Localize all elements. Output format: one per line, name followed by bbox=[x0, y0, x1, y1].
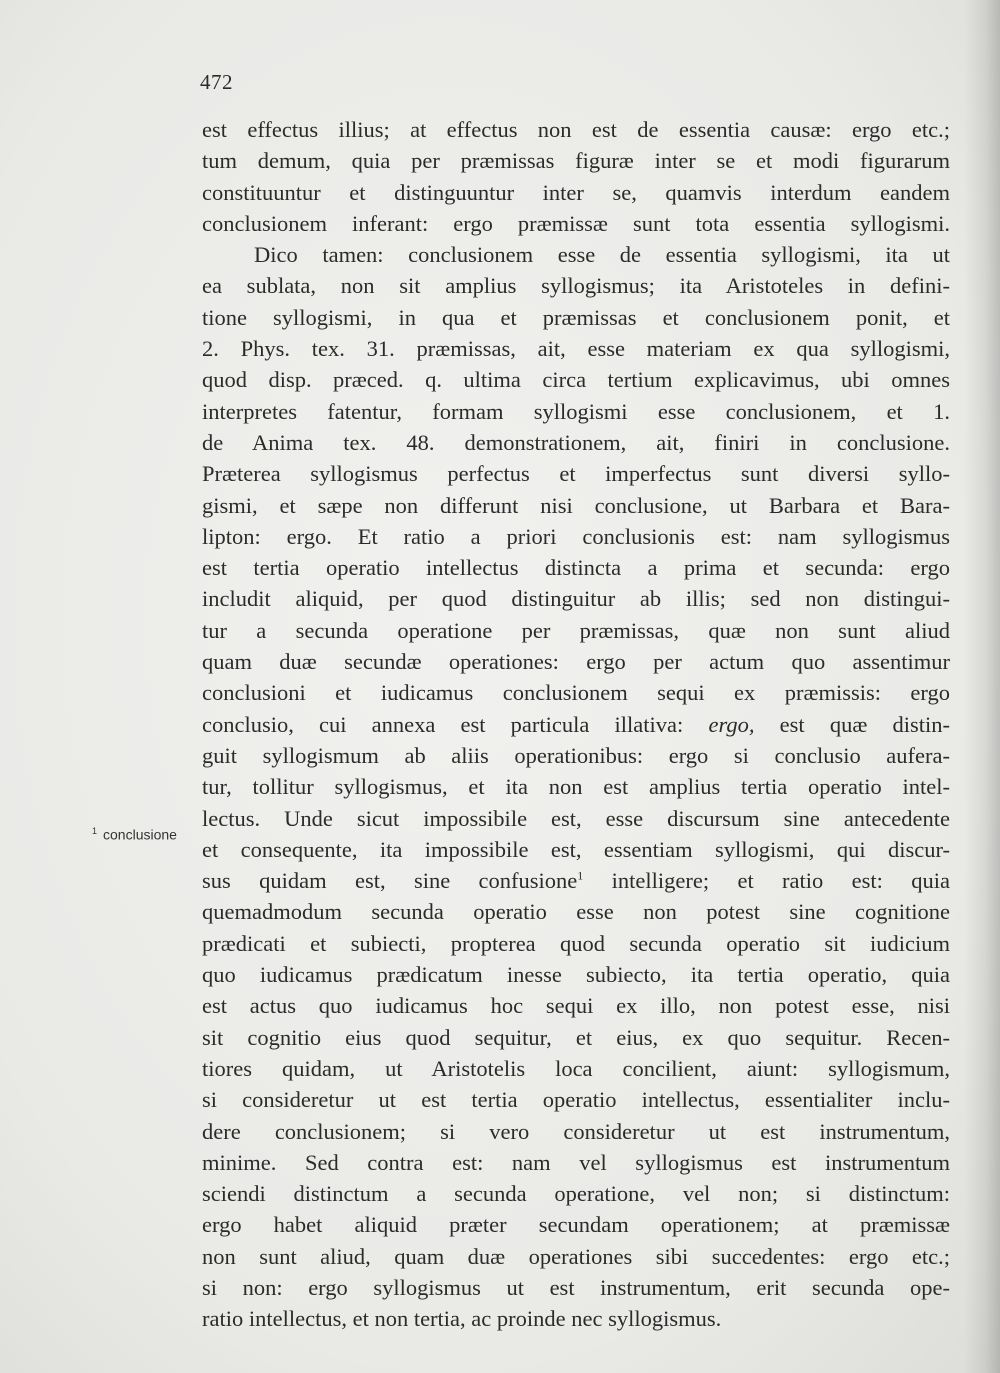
text-line: quo iudicamus prædicatum inesse subiecto, ita tertia operatio, quia bbox=[202, 962, 950, 988]
text-line-with-italic: conclusio, cui annexa est particula illativa: ergo, est quæ distin- bbox=[202, 711, 950, 737]
text-line: tum demum, quia per præmissas figuræ inter se et modi figurarum bbox=[202, 148, 950, 174]
text-line: constituuntur et distinguuntur inter se, quamvis interdum eandem bbox=[202, 179, 950, 205]
text-line: de Anima tex. 48. demonstrationem, ait, finiri in conclusione. bbox=[202, 429, 950, 455]
page-edge-shadow bbox=[964, 0, 1000, 1373]
text-line: et consequente, ita impossibile est, essentiam syllogismi, qui discur- bbox=[202, 836, 950, 862]
text-line: dere conclusionem; si vero consideretur ut est instrumentum, bbox=[202, 1118, 950, 1144]
text-line: quod disp. præced. q. ultima circa tertium explicavimus, ubi omnes bbox=[202, 367, 950, 393]
margin-footnote-text: conclusione bbox=[103, 826, 177, 843]
text-line: prædicati et subiecti, propterea quod secunda operatio sit iudicium bbox=[202, 930, 950, 956]
text-line: quemadmodum secunda operatio esse non potest sine cognitione bbox=[202, 899, 950, 925]
text-line: Præterea syllogismus perfectus et imperfectus sunt diversi syllo- bbox=[202, 461, 950, 487]
text-line: lipton: ergo. Et ratio a priori conclusionis est: nam syllogismus bbox=[202, 523, 950, 549]
text-line: Dico tamen: conclusionem esse de essentia syllogismi, ita ut bbox=[254, 242, 950, 268]
page-number: 472 bbox=[200, 70, 233, 94]
text-line: quam duæ secundæ operationes: ergo per actum quo assentimur bbox=[202, 649, 950, 675]
text-line: conclusionem inferant: ergo præmissæ sunt tota essentia syllogismi. bbox=[202, 210, 950, 236]
text-line: tione syllogismi, in qua et præmissas et conclusionem ponit, et bbox=[202, 304, 950, 330]
text-line: guit syllogismum ab aliis operationibus: ergo si conclusio aufera- bbox=[202, 742, 950, 768]
text-line: ea sublata, non sit amplius syllogismus; ita Aristoteles in defini- bbox=[202, 273, 950, 299]
text-line: gismi, et sæpe non differunt nisi conclusione, ut Barbara et Bara- bbox=[202, 492, 950, 518]
text-line: conclusioni et iudicamus conclusionem sequi ex præmissis: ergo bbox=[202, 680, 950, 706]
text-line-with-footnote: sus quidam est, sine confusione$^1$ intelligere; et ratio est: quia bbox=[202, 868, 950, 894]
text-line: est effectus illius; at effectus non est de essentia causæ: ergo etc.; bbox=[202, 117, 950, 142]
text-line: est tertia operatio intellectus distincta a prima et secunda: ergo bbox=[202, 555, 950, 581]
body-text bbox=[202, 114, 954, 1335]
text-line: lectus. Unde sicut impossibile est, esse discursum sine antecedente bbox=[202, 805, 950, 831]
margin-footnote bbox=[92, 826, 177, 843]
text-line: si non: ergo syllogismus ut est instrumentum, erit secunda ope- bbox=[202, 1274, 950, 1300]
text-line-last: ratio intellectus, et non tertia, ac proinde nec syllogismus. bbox=[202, 1306, 722, 1332]
text-line: tur, tollitur syllogismus, et ita non est amplius tertia operatio intel- bbox=[202, 774, 950, 800]
text-line: includit aliquid, per quod distinguitur ab illis; sed non distingui- bbox=[202, 586, 950, 612]
text-line: tiores quidam, ut Aristotelis loca concilient, aiunt: syllogismum, bbox=[202, 1055, 950, 1081]
text-line: minime. Sed contra est: nam vel syllogismus est instrumentum bbox=[202, 1149, 950, 1175]
text-line: sciendi distinctum a secunda operatione, vel non; si distinctum: bbox=[202, 1181, 950, 1207]
text-line: sit cognitio eius quod sequitur, et eius, ex quo sequitur. Recen- bbox=[202, 1024, 950, 1050]
text-line: tur a secunda operatione per præmissas, quæ non sunt aliud bbox=[202, 617, 950, 643]
margin-footnote-marker: 1 bbox=[92, 826, 98, 836]
footnote-marker: 1 bbox=[577, 868, 584, 883]
text-line: ergo habet aliquid præter secundam operationem; at præmissæ bbox=[202, 1212, 950, 1238]
text-line: non sunt aliud, quam duæ operationes sibi succedentes: ergo etc.; bbox=[202, 1243, 950, 1269]
text-line: interpretes fatentur, formam syllogismi esse conclusionem, et 1. bbox=[202, 398, 950, 424]
text-line: si consideretur ut est tertia operatio intellectus, essentialiter inclu- bbox=[202, 1087, 950, 1113]
italic-word: ergo, bbox=[708, 711, 755, 737]
text-line: 2. Phys. tex. 31. præmissas, ait, esse materiam ex qua syllogismi, bbox=[202, 336, 950, 362]
text-line: est actus quo iudicamus hoc sequi ex illo, non potest esse, nisi bbox=[202, 993, 950, 1019]
